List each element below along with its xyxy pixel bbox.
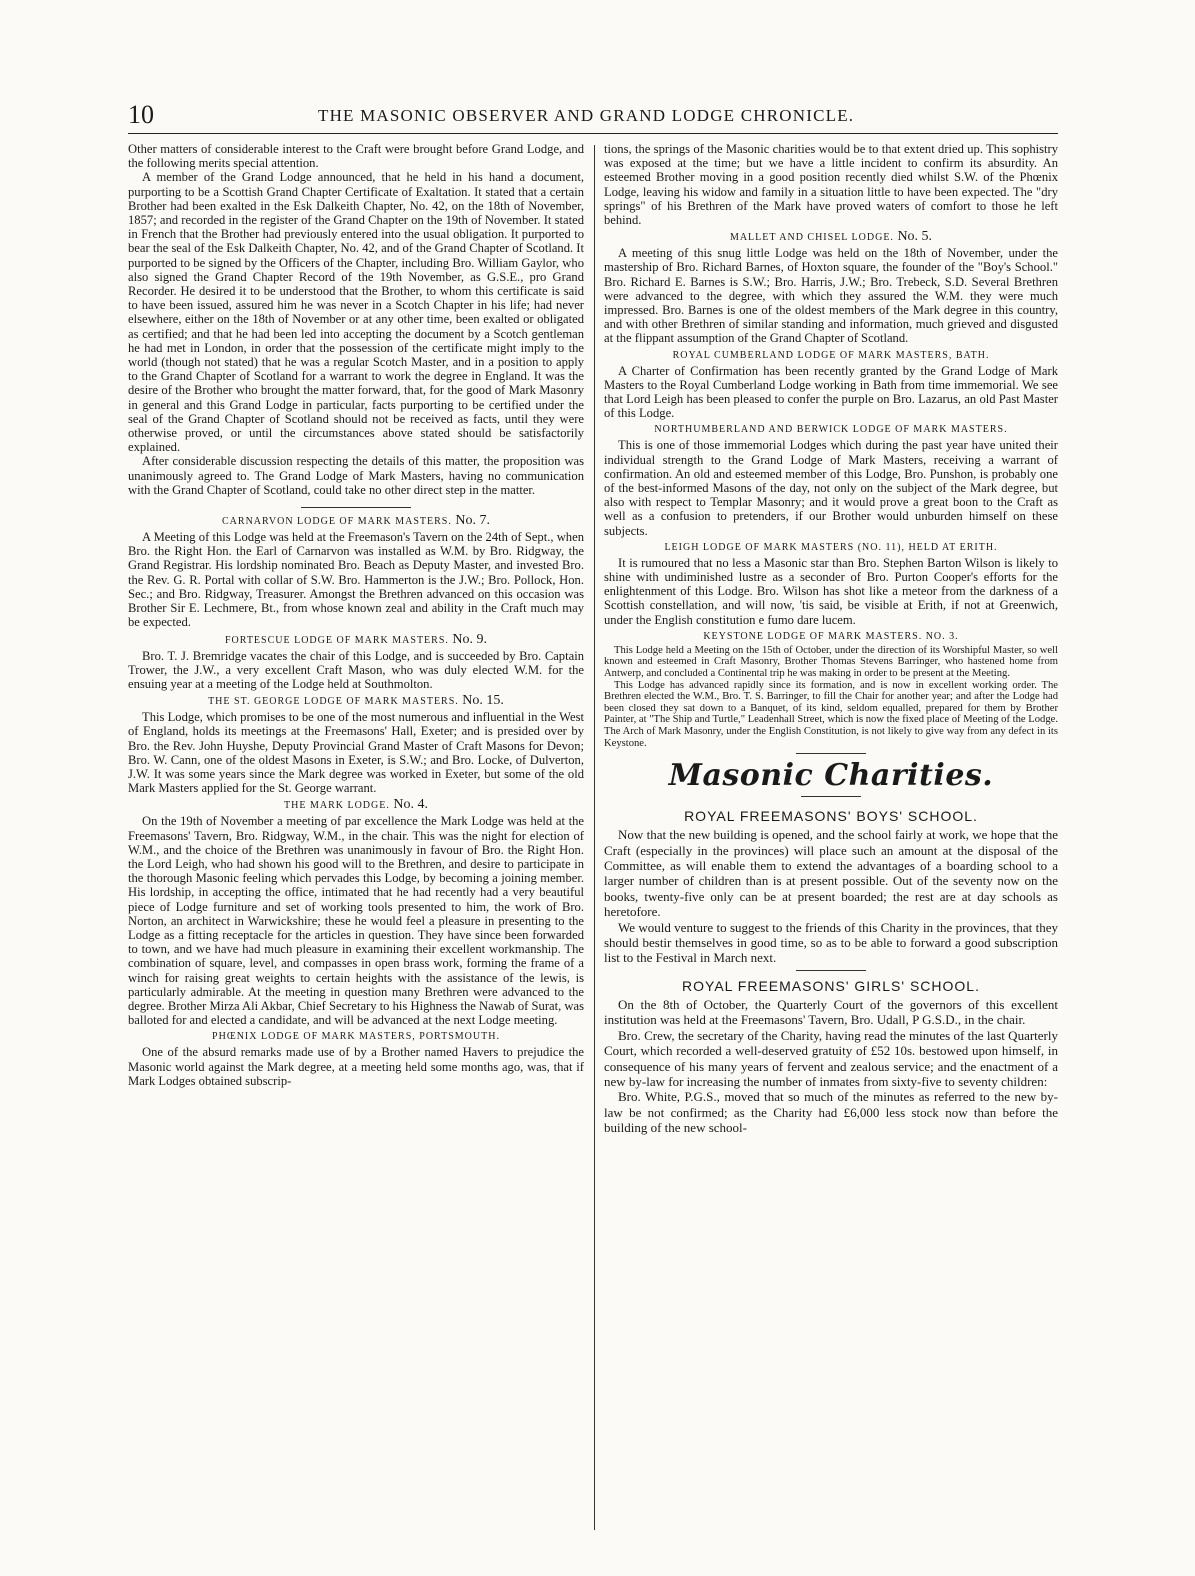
paper-title: THE MASONIC OBSERVER AND GRAND LODGE CHRONICLE. (318, 106, 855, 125)
page-number: 10 (128, 100, 154, 129)
paragraph: A member of the Grand Lodge announced, that he held in his hand a document, purporting to be a Scottish Grand Chapter Certificate of Exaltation. It stated that a certain Brother had been exalted in the Esk Dalkeith Chapter, No. 42, on the 18th of November, 1857; and recorded in the register of the Grand Chapter on the 19th of November. It stated in French that the Brother had previously entered into the usual obligation. It purported to bear the seal of the Esk Dalkeith Chapter, No. 42, and of the Grand Chapter of Scotland. It purported to be signed by the Officers of the Chapter, including Bro. William Gaylor, who also signed the Grand Chapter Record of the 19th November, as G.S.E., pro Grand Recorder. He desired it to be understood that the Brother, to whom this certificate is said to have been issued, assured him he was never in a Scotch Chapter in his life; had never elsewhere, either on the 18th of November or at any other time, been exalted or obligated as certified; and that he had been led into accepting the document by a Scotch gentleman he had met in London, in order that the possession of the certificate might imply to the world (though not stated) that he was a regular Scotch Master, and in a position to apply to the Grand Chapter of Scotland for a warrant to work the degree in England. It was the desire of the Brother who brought the matter forward, that, for the good of Mark Masonry in general and this Grand Lodge in particular, facts purporting to be certified under the seal of the Grand Chapter of Scotland should not be received as facts, until they were otherwise proved, or until the circumstances above stated should be satisfactorily explained. (128, 170, 584, 455)
paragraph: After considerable discussion respecting the details of this matter, the proposition was unanimously agreed to. The Grand Lodge of Mark Masters, having no communication with the Grand Chapter of Scotland, could take no other direct step in the matter. (128, 454, 584, 497)
article-heading: ROYAL FREEMASONS' GIRLS' SCHOOL. (682, 977, 980, 994)
lodge-number: No. 5. (897, 229, 933, 245)
paragraph: This Lodge, which promises to be one of the most numerous and influential in the West of England, holds its meetings at the Freemasons' Hall, Exeter; and is presided over by Bro. the Rev. John Huyshe, Deputy Provincial Grand Master of Craft Masons for Devon; Bro. W. Cann, one of the oldest Masons in Exeter, is S.W.; and Bro. Locke, of Dulverton, J.W. It was some years since the Mark degree was worked in Exeter, but some of the old Mark Masters applied for the St. George warrant. (128, 710, 584, 796)
article-heading (604, 230, 1058, 245)
heading-text: THE ST. GEORGE LODGE OF MARK MASTERS. (208, 696, 459, 708)
paragraph: On the 19th of November a meeting of par excellence the Mark Lodge was held at the Freemasons' Tavern, Bro. Ridgway, W.M., in the chair. This was the night for election of W.M., and the choice of the Brethren was unanimously in favour of Bro. the Right Hon. the Lord Leigh, who had shown his good will to the Brethren, and desire to participate in the thorough Masonic feeling which pervades this Lodge, by becoming a joining member. His lordship, in accepting the office, intimated that he had recently had a very beautiful piece of Lodge furniture and set of working tools presented to him, the work of Bro. Norton, an architect in Warwickshire; these he would feel a pleasure in presenting to the Lodge as a fitting receptacle for the articles in question. They have since been forwarded to town, and we have had much pleasure in examining their excellent workmanship. The combination of square, level, and compasses in open brass work, forming the frame of a winch for raising great weights to certain heights with the assistance of the lewis, is particularly admirable. At the meeting in question many Brethren were advanced to the degree. Brother Mirza Ali Akbar, Chief Secretary to his Highness the Nawab of Surat, was balloted for and elected a candidate, and will be advanced at the next Lodge meeting. (128, 814, 584, 1028)
paragraph: A Charter of Confirmation has been recently granted by the Grand Lodge of Mark Masters to the Royal Cumberland Lodge working in Bath from time immemorial. We see that Lord Leigh has been pleased to confer the purple on Bro. Lazarus, an old Past Master of this Lodge. (604, 363, 1058, 421)
separator-rule (801, 796, 861, 797)
lodge-number: No. 7. (455, 513, 490, 529)
article-body (604, 827, 1058, 966)
lodge-number: No. 15. (462, 693, 504, 709)
separator-rule (796, 970, 866, 971)
heading-text: KEYSTONE LODGE OF MARK MASTERS. NO. 3. (703, 630, 959, 642)
paragraph: Bro. T. J. Bremridge vacates the chair of this Lodge, and is succeeded by Bro. Captain Trower, the J.W., a very excellent Craft Mason, who was duly elected W.M. for the ensuing year at a meeting of the Lodge held at Southmolton. (128, 648, 584, 691)
paragraph: This Lodge has advanced rapidly since its formation, and is now in excellent working order. The Brethren elected the W.M., Bro. T. S. Barringer, to fill the Chair for another year; and after the Lodge had been closed they sat down to a Banquet, of its kind, seldom equalled, prepared for them by Brother Painter, at "The Ship and Turtle," Leadenhall Street, which is now the fixed place of Meeting of the Lodge. The Arch of Mark Masonry, under the English Constitution, is not likely to give way from any defect in its Keystone. (604, 679, 1058, 749)
section-title: Masonic Charities. (668, 758, 994, 794)
paragraph: Bro. Crew, the secretary of the Charity, having read the minutes of the last Quarterly Court, which recorded a well-deserved gratuity of £52 10s. bestowed upon himself, in consequence of his many years of fervent and zealous service; and the enactment of a new by-law for increasing the number of inmates from sixty-five to seventy children: (604, 1027, 1058, 1089)
heading-text: ROYAL CUMBERLAND LODGE OF MARK MASTERS, BATH. (672, 349, 990, 361)
small-print-block (604, 645, 1058, 749)
article-heading (604, 541, 1058, 555)
lodge-number: No. 9. (452, 631, 488, 647)
paragraph: tions, the springs of the Masonic charities would be to that extent dried up. This sophistry was exposed at the time; but we have a little incident to confirm its absurdity. An esteemed Brother moving in a good position recently died whilst S.W. of the Phœnix Lodge, leaving his widow and family in a situation little to have been expected. The "dry springs" of his Brethren of the Mark have proved waters of comfort to those he left behind. (604, 142, 1058, 228)
lodge-number: No. 4. (393, 797, 428, 813)
paragraph: A Meeting of this Lodge was held at the Freemason's Tavern on the 24th of Sept., when Bro. the Right Hon. the Earl of Carnarvon was installed as W.M. by Bro. Ridgway, the Grand Registrar. His lordship nominated Bro. Beach as Deputy Master, and invested Bro. the Rev. G. R. Portal with collar of S.W. Bro. Hammerton is the J.W.; Bro. Pollock, Hon. Sec.; and Bro. Ridgway, Treasurer. Amongst the Brethren advanced on this occasion was Brother Sir E. Lechmere, Bt., from whose known zeal and ability in the Craft much may be expected. (128, 530, 584, 630)
article-heading (128, 694, 584, 709)
heading-text: THE MARK LODGE. (284, 800, 390, 812)
article-heading (604, 630, 1058, 644)
article-heading: ROYAL FREEMASONS' BOYS' SCHOOL. (684, 808, 978, 825)
running-head (128, 100, 1058, 130)
left-column (128, 142, 584, 1088)
article-heading (128, 1030, 584, 1044)
paragraph: One of the absurd remarks made use of by a Brother named Havers to prejudice the Masonic world against the Mark degree, at a meeting held some months ago, was, that if Mark Lodges obtained subscrip- (128, 1045, 584, 1088)
article-heading (128, 798, 584, 813)
separator-rule (301, 507, 411, 508)
separator-rule (796, 753, 866, 754)
heading-text: LEIGH LODGE OF MARK MASTERS (NO. 11), HELD AT ERITH. (664, 541, 998, 553)
article-heading (128, 514, 584, 529)
article-heading (604, 423, 1058, 437)
paragraph: Now that the new building is opened, and the school fairly at work, we hope that the Craft (especially in the provinces) will place such an amount at the disposal of the Committee, as will enable them to extend the advantages of a boarding school to a larger number of children than is at present possible. Out of the seventy now on the books, twenty-five only can be at present boarded; the rest are at day schools as heretofore. (604, 827, 1058, 920)
heading-text: PHŒNIX LODGE OF MARK MASTERS, PORTSMOUTH. (212, 1031, 500, 1043)
paragraph: Bro. White, P.G.S., moved that so much of the minutes as referred to the new by-law be not confirmed; as the Charity had £6,000 less stock now than before the building of the new school- (604, 1089, 1058, 1136)
heading-text: FORTESCUE LODGE OF MARK MASTERS. (224, 634, 449, 646)
paragraph: We would venture to suggest to the friends of this Charity in the provinces, that they should bestir themselves in good time, so as to be able to forward a good subscription list to the Festival in March next. (604, 919, 1058, 966)
paragraph: On the 8th of October, the Quarterly Court of the governors of this excellent institution was held at the Freemasons' Tavern, Bro. Udall, P G.S.D., in the chair. (604, 996, 1058, 1028)
column-divider (594, 145, 595, 1530)
header-rule (128, 133, 1058, 134)
paragraph: This Lodge held a Meeting on the 15th of October, under the direction of its Worshipful Master, so well known and esteemed in Craft Masonry, Brother Thomas Stevens Barringer, who hastened home from Antwerp, and concluded a Continental trip he was making in order to be present at the Meeting. (604, 644, 1058, 680)
article-heading (604, 349, 1058, 363)
paragraph: A meeting of this snug little Lodge was held on the 18th of November, under the mastership of Bro. Richard Barnes, of Hoxton square, the founder of the "Boy's School." Bro. Richard E. Barnes is S.W.; Bro. Harris, J.W.; Bro. Trebeck, S.D. Several Brethren were advanced to the degree, with which they assured the W.M. they were much impressed. Bro. Barnes is one of the oldest members of the Mark degree in this country, and with other Brethren of similar standing and information, much grieved and disgusted at the flippant assumption of the Grand Chapter of Scotland. (604, 246, 1058, 346)
paragraph: This is one of those immemorial Lodges which during the past year have united their individual strength to the Grand Lodge of Mark Masters, receiving a warrant of confirmation. An old and esteemed member of this Lodge, Bro. Punshon, is probably one of the best-informed Masons of the day, not only on the subject of the Mark degree, but also with respect to Templar Masonry; and it would prove a great boon to the Craft as well as a confusion to pretenders, if our Brother would unburden himself on these subjects. (604, 438, 1058, 538)
heading-text: NORTHUMBERLAND AND BERWICK LODGE OF MARK MASTERS. (654, 424, 1008, 436)
paragraph: It is rumoured that no less a Masonic star than Bro. Stephen Barton Wilson is likely to shine with undiminished lustre as a seconder of Bro. Purton Cooper's efforts for the enlightenment of this Lodge. Bro. Wilson has shot like a meteor from the darkness of a Scottish constellation, and will now, 'tis said, be visible at Erith, if not at Greenwich, under the English constitution e fumo dare lucem. (604, 555, 1058, 627)
heading-text: CARNARVON LODGE OF MARK MASTERS. (222, 516, 452, 528)
right-column (604, 142, 1058, 1136)
article-heading (128, 633, 584, 648)
paragraph: Other matters of considerable interest to the Craft were brought before Grand Lodge, and the following merits special attention. (128, 142, 584, 171)
article-body (604, 997, 1058, 1136)
heading-text: MALLET AND CHISEL LODGE. (729, 232, 894, 244)
